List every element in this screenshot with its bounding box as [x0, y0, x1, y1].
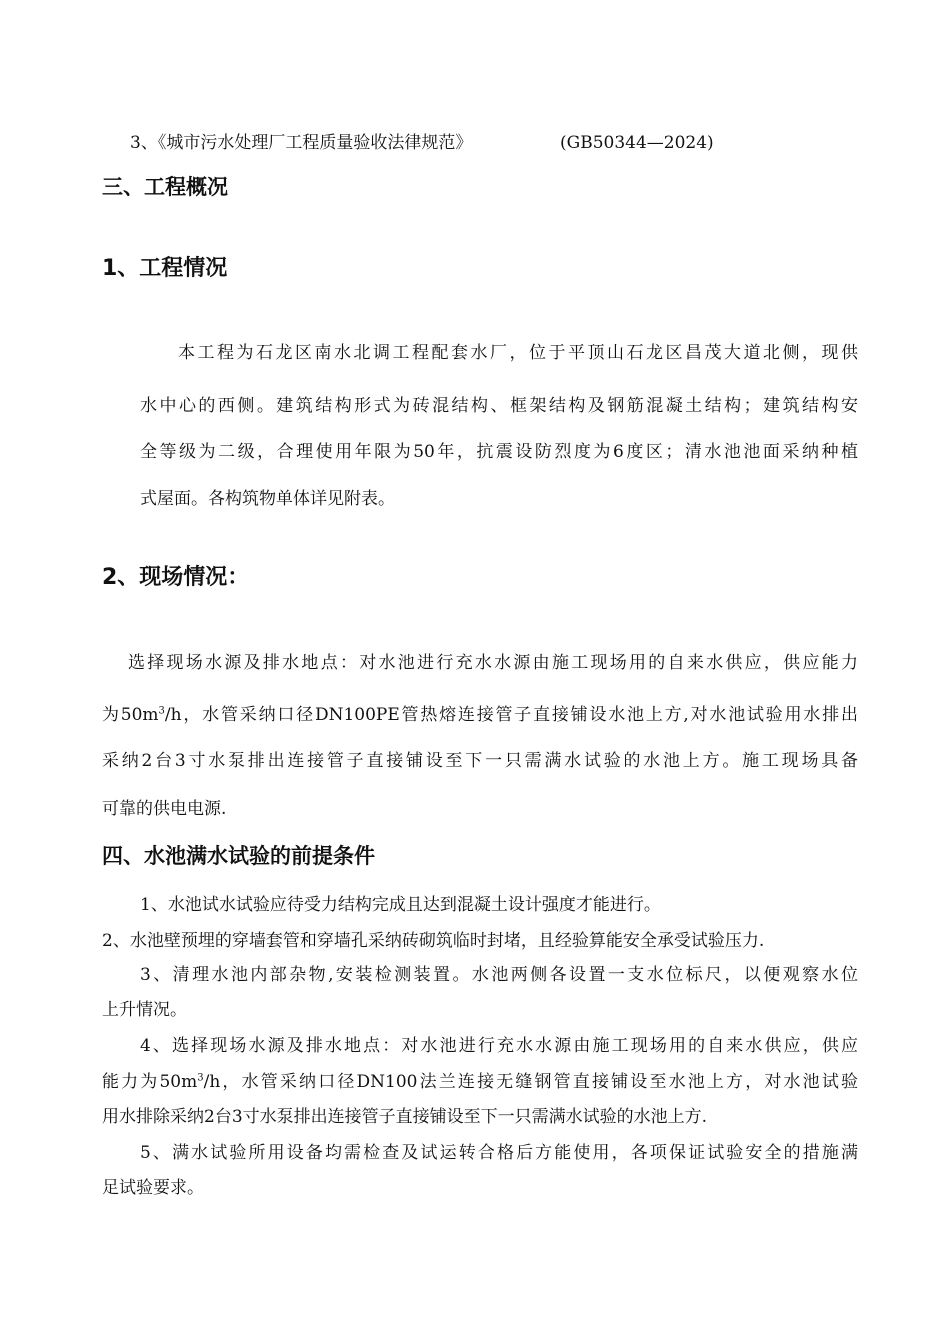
subsection-2-heading: 2、现场情况： [102, 565, 250, 590]
superscript: 3 [158, 705, 165, 717]
paragraph-line: 可靠的供电电源. [102, 799, 227, 819]
paragraph-line [102, 703, 858, 727]
paragraph-line: 足试验要求。 [102, 1178, 204, 1198]
standard-item-code: (GB50344—2024) [560, 133, 714, 153]
paragraph-line: 选择现场水源及排水地点：对水池进行充水水源由施工现场用的自来水供应，供应能力 [128, 653, 858, 673]
text-fragment: /h，水管采纳口径DN100PE管热熔连接管子直接铺设水池上方,对水池试验用水排出 [164, 705, 858, 725]
paragraph-line [102, 1070, 858, 1094]
paragraph-line: 1、水池试水试验应待受力结构完成且达到混凝土设计强度才能进行。 [140, 895, 661, 915]
superscript: 3 [197, 1072, 204, 1084]
paragraph-line: 用水排除采纳2台3寸水泵排出连接管子直接铺设至下一只需满水试验的水池上方. [102, 1107, 708, 1127]
paragraph-line: 上升情况。 [102, 1000, 187, 1020]
section-3-heading: 三、工程概况 [102, 175, 228, 199]
standard-item-title: 《城市污水处理厂工程质量验收法律规范》 [157, 133, 473, 153]
paragraph-line: 全等级为二级，合理使用年限为50年，抗震设防烈度为6度区；清水池池面采纳种植 [140, 442, 858, 462]
paragraph-line: 3、清理水池内部杂物,安装检测装置。水池两侧各设置一支水位标尺，以便观察水位 [140, 965, 858, 985]
section-4-heading: 四、水池满水试验的前提条件 [102, 844, 375, 868]
subsection-1-heading: 1、工程情况 [102, 256, 228, 281]
paragraph-line: 式屋面。各构筑物单体详见附表。 [140, 489, 395, 509]
paragraph-line: 4、选择现场水源及排水地点：对水池进行充水水源由施工现场用的自来水供应，供应 [140, 1036, 858, 1056]
standard-item-3 [130, 131, 472, 155]
paragraph-line: 采纳2台3寸水泵排出连接管子直接铺设至下一只需满水试验的水池上方。施工现场具备 [102, 751, 858, 771]
paragraph-line: 2、水池壁预埋的穿墙套管和穿墙孔采纳砖砌筑临时封堵，且经验算能安全承受试验压力. [102, 931, 765, 951]
text-fragment: 能力为50m [102, 1072, 198, 1092]
text-fragment: /h，水管采纳口径DN100法兰连接无缝钢管直接铺设至水池上方，对水池试验 [203, 1072, 858, 1092]
standard-item-number: 3、 [130, 133, 158, 153]
paragraph-line: 5、满水试验所用设备均需检查及试运转合格后方能使用，各项保证试验安全的措施满 [140, 1143, 858, 1163]
text-fragment: 为50m [102, 705, 159, 725]
paragraph-line: 水中心的西侧。建筑结构形式为砖混结构、框架结构及钢筋混凝土结构；建筑结构安 [140, 396, 858, 416]
paragraph-line: 本工程为石龙区南水北调工程配套水厂，位于平顶山石龙区昌茂大道北侧，现供 [178, 343, 858, 363]
